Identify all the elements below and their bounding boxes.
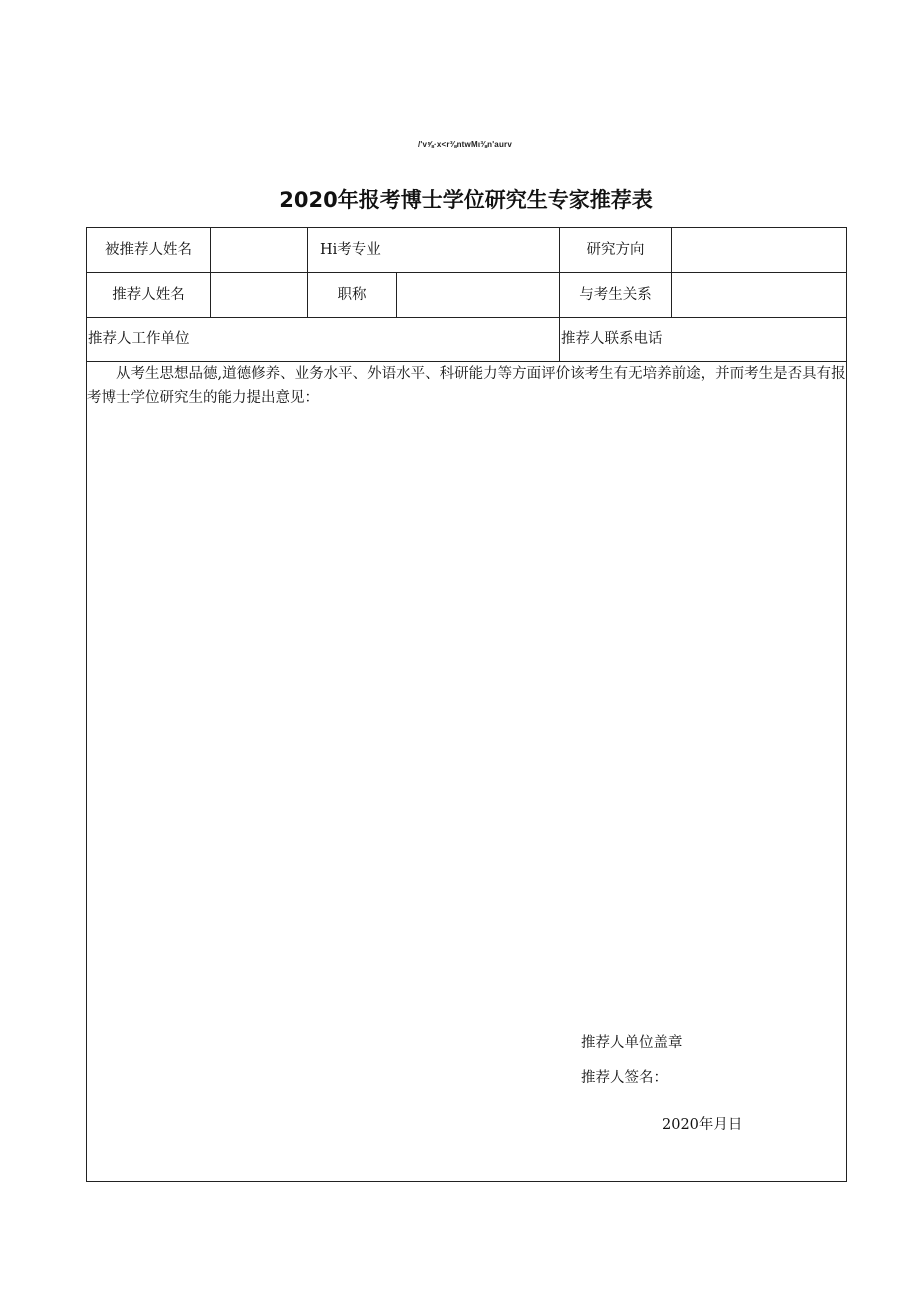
- recommender-name-label: 推荐人姓名: [112, 287, 185, 303]
- unit-stamp-label: 推荐人单位盖章: [581, 1035, 683, 1051]
- evaluation-prompt: 从考生思想品德,道德修养、业务水平、外语水平、科研能力等方面评价该考生有无培养前途，并而考生是否具有报考博士学位研究生的能力提出意见：: [87, 366, 846, 406]
- major-label: Hi考专业: [320, 242, 381, 258]
- research-direction-field[interactable]: [672, 229, 846, 272]
- recommendee-name-field[interactable]: [211, 229, 307, 272]
- page-title: 2020年报考博士学位研究生专家推荐表: [279, 188, 653, 212]
- row-divider: [87, 317, 846, 318]
- evaluation-section[interactable]: [87, 362, 847, 410]
- professional-title-field[interactable]: [397, 273, 559, 317]
- research-direction-label: 研究方向: [586, 242, 645, 258]
- recommendee-name-label: 被推荐人姓名: [105, 242, 192, 258]
- recommender-phone-label: 推荐人联系电话: [561, 331, 663, 347]
- recommendation-form-table: [86, 227, 847, 1182]
- column-divider: [307, 228, 308, 317]
- date-label: 2020年月日: [662, 1117, 743, 1133]
- document-header-code: /'v⅝·x<r⅜ntwMι⅜n'aurv: [417, 140, 513, 149]
- relation-to-candidate-field[interactable]: [672, 273, 846, 317]
- relation-to-candidate-label: 与考生关系: [579, 287, 652, 303]
- professional-title-label: 职称: [337, 287, 367, 303]
- recommender-name-field[interactable]: [211, 273, 307, 317]
- recommender-work-unit-label: 推荐人工作单位: [88, 331, 190, 347]
- recommender-signature-label: 推荐人签名：: [581, 1070, 668, 1086]
